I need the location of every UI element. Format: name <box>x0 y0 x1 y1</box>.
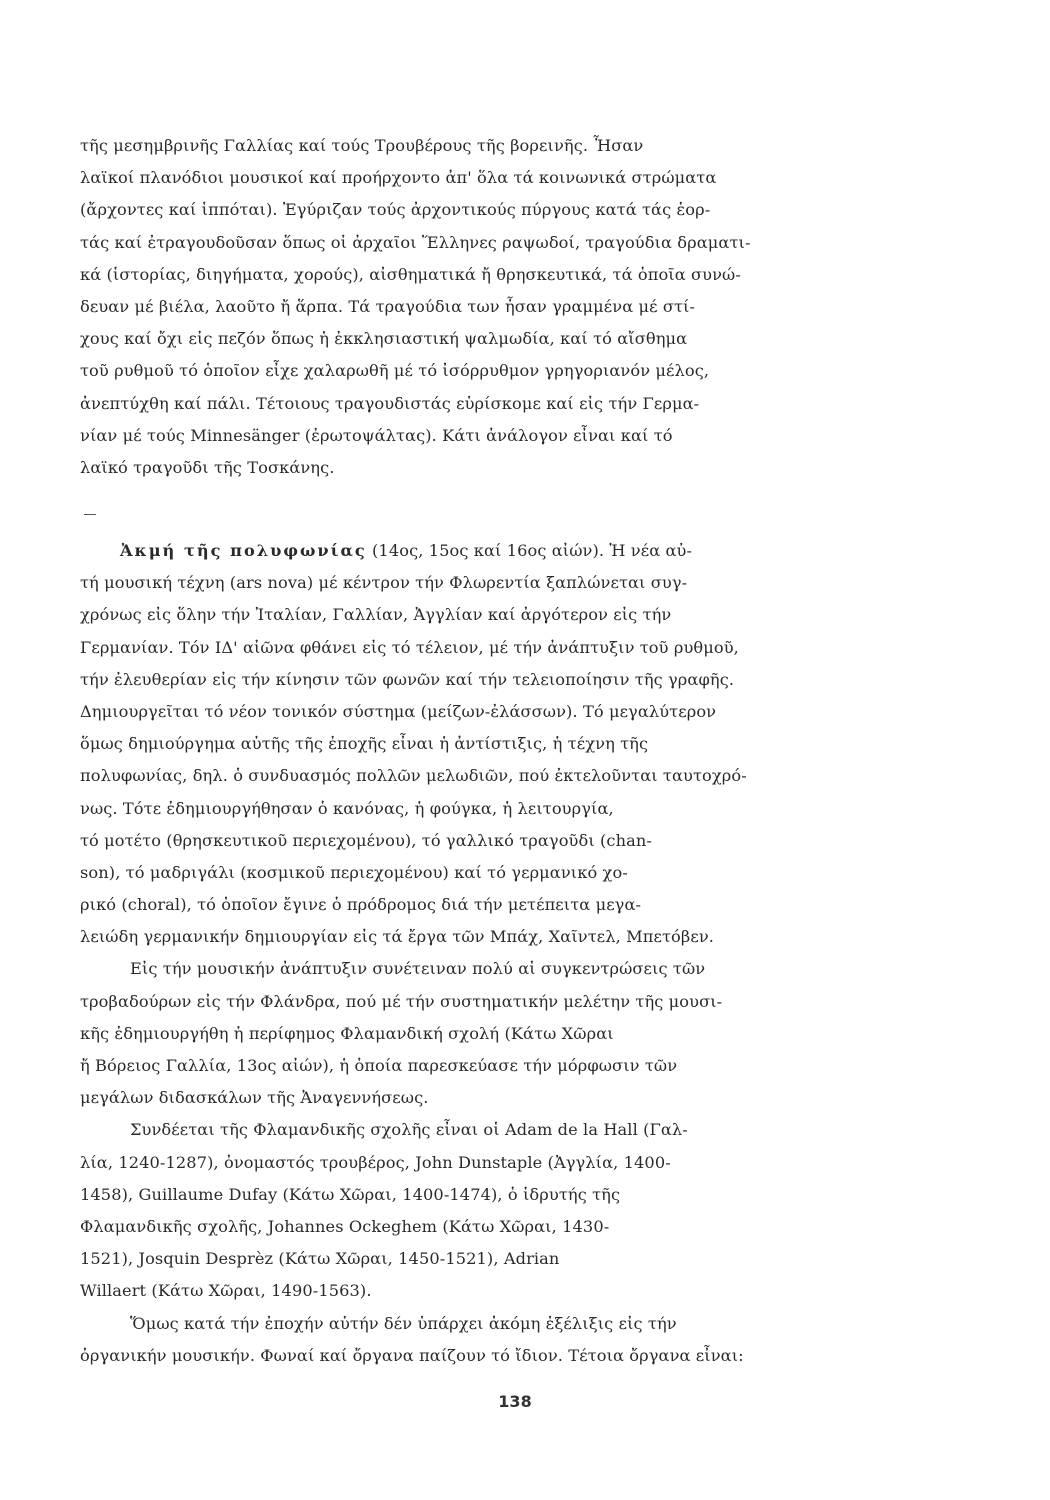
text-line: Συνδέεται τῆς Φλαμανδικῆς σχολῆς εἶναι οἱ Adam de la Hall (Γαλ- <box>130 1120 688 1140</box>
text-line: 1458), Guillaume Dufay (Κάτω Χῶραι, 1400-1474), ὁ ἱδρυτής τῆς <box>80 1184 621 1204</box>
text-line: Δημιουργεῖται τό νέον τονικόν σύστημα (μείζων-ἐλάσσων). Τό μεγαλύτερον <box>80 701 717 721</box>
text-line: λαϊκοί πλανόδιοι μουσικοί καί προήρχοντο ἀπ' ὅλα τά κοινωνικά στρώματα <box>80 168 717 188</box>
text-line: (ἄρχοντες καί ἱππόται). Ἐγύριζαν τούς ἀρχοντικούς πύργους κατά τάς ἑορ- <box>80 200 711 220</box>
page-number: 138 <box>498 1392 532 1411</box>
separator-dash <box>84 514 96 515</box>
text-line: ὅμως δημιούργημα αὐτῆς τῆς ἐποχῆς εἶναι ἡ ἀντίστιξις, ἡ τέχνη τῆς <box>80 734 649 754</box>
text-line: ρικό (choral), τό ὁποῖον ἔγινε ὁ πρόδρομος διά τήν μετέπειτα μεγα- <box>80 895 642 915</box>
text-line: νίαν μέ τούς Minnesänger (ἐρωτοψάλτας). Κάτι ἀνάλογον εἶναι καί τό <box>80 425 673 445</box>
text-line: χους καί ὄχι εἰς πεζόν ὅπως ἡ ἐκκλησιαστική ψαλμωδία, καί τό αἴσθημα <box>80 329 688 349</box>
text-line: δευαν μέ βιέλα, λαοῦτο ἤ ἅρπα. Τά τραγούδια των ἦσαν γραμμένα μέ στί- <box>80 296 696 316</box>
text-line: χρόνως εἰς ὅλην τήν Ἰταλίαν, Γαλλίαν, Ἀγγλίαν καί ἀργότερον εἰς τήν <box>80 605 672 625</box>
text-line: ἀνεπτύχθη καί πάλι. Τέτοιους τραγουδιστάς εὑρίσκομε καί εἰς τήν Γερμα- <box>80 393 700 413</box>
section-heading-rest: (14ος, 15ος καί 16ος αἰών). Ἡ νέα αὐ- <box>366 541 693 560</box>
text-line: Willaert (Κάτω Χῶραι, 1490-1563). <box>80 1281 372 1301</box>
paragraph-troubadours <box>80 130 950 484</box>
text-line: νως. Τότε ἐδημιουργήθησαν ὁ κανόνας, ἡ φούγκα, ἡ λειτουργία, <box>80 798 614 818</box>
text-line: τοῦ ρυθμοῦ τό ὁποῖον εἶχε χαλαρωθῆ μέ τό ἰσόρρυθμον γρηγοριανόν μέλος, <box>80 361 710 381</box>
text-line: πολυφωνίας, δηλ. ὁ συνδυασμός πολλῶν μελωδιῶν, πού ἐκτελοῦνται ταυτοχρό- <box>80 766 747 786</box>
text-line: Γερμανίαν. Τόν ΙΔ' αἰῶνα φθάνει εἰς τό τέλειον, μέ τήν ἀνάπτυξιν τοῦ ρυθμοῦ, <box>80 637 739 657</box>
section-heading: Ἀκμή τῆς πολυφωνίας <box>120 541 367 560</box>
text-line: Φλαμανδικῆς σχολῆς, Johannes Ockeghem (Κάτω Χῶραι, 1430- <box>80 1216 610 1236</box>
text-line: λία, 1240-1287), ὀνομαστός τρουβέρος, John Dunstaple (Ἀγγλία, 1400- <box>80 1152 671 1172</box>
text-line: ὀργανικήν μουσικήν. Φωναί καί ὄργανα παίζουν τό ἴδιον. Τέτοια ὄργανα εἶναι: <box>80 1345 744 1365</box>
text-line: μεγάλων διδασκάλων τῆς Ἀναγεννήσεως. <box>80 1088 429 1108</box>
paragraph-polyphony <box>80 535 950 1372</box>
text-line: λαϊκό τραγοῦδι τῆς Τοσκάνης. <box>80 457 335 477</box>
text-line: 1521), Josquin Desprèz (Κάτω Χῶραι, 1450-1521), Adrian <box>80 1249 560 1269</box>
text-line: κά (ἱστορίας, διηγήματα, χορούς), αἰσθηματικά ἤ θρησκευτικά, τά ὁποῖα συνώ- <box>80 264 741 284</box>
text-line: Ὅμως κατά τήν ἐποχήν αὐτήν δέν ὑπάρχει ἀκόμη ἐξέλιξις εἰς τήν <box>130 1313 677 1333</box>
section-heading-line <box>80 535 950 567</box>
text-line: τῆς μεσημβρινῆς Γαλλίας καί τούς Τρουβέρους τῆς βορεινῆς. Ἦσαν <box>80 136 644 155</box>
text-line: λειώδη γερμανικήν δημιουργίαν εἰς τά ἔργα τῶν Μπάχ, Χαῖντελ, Μπετόβεν. <box>80 927 715 947</box>
text-line: τήν ἐλευθερίαν εἰς τήν κίνησιν τῶν φωνῶν καί τήν τελειοποίησιν τῆς γραφῆς. <box>80 669 735 689</box>
text-line: τροβαδούρων εἰς τήν Φλάνδρα, πού μέ τήν συστηματικήν μελέτην τῆς μουσι- <box>80 991 723 1011</box>
text-line: τό μοτέτο (θρησκευτικοῦ περιεχομένου), τό γαλλικό τραγοῦδι (chan- <box>80 830 652 850</box>
text-line: κῆς ἐδημιουργήθη ἡ περίφημος Φλαμανδική σχολή (Κάτω Χῶραι <box>80 1023 614 1043</box>
text-line: Εἰς τήν μουσικήν ἀνάπτυξιν συνέτειναν πολύ αἱ συγκεντρώσεις τῶν <box>130 959 706 979</box>
text-line: τάς καί ἐτραγουδοῦσαν ὅπως οἱ ἀρχαῖοι Ἕλληνες ραψωδοί, τραγούδια δραματι- <box>80 232 751 252</box>
text-line: ἤ Βόρειος Γαλλία, 13ος αἰών), ἡ ὁποία παρεσκεύασε τήν μόρφωσιν τῶν <box>80 1056 678 1075</box>
text-line: son), τό μαδριγάλι (κοσμικοῦ περιεχομένου) καί τό γερμανικό χο- <box>80 862 628 882</box>
text-line: τή μουσική τέχνη (ars nova) μέ κέντρον τήν Φλωρεντία ξαπλώνεται συγ- <box>80 573 688 593</box>
